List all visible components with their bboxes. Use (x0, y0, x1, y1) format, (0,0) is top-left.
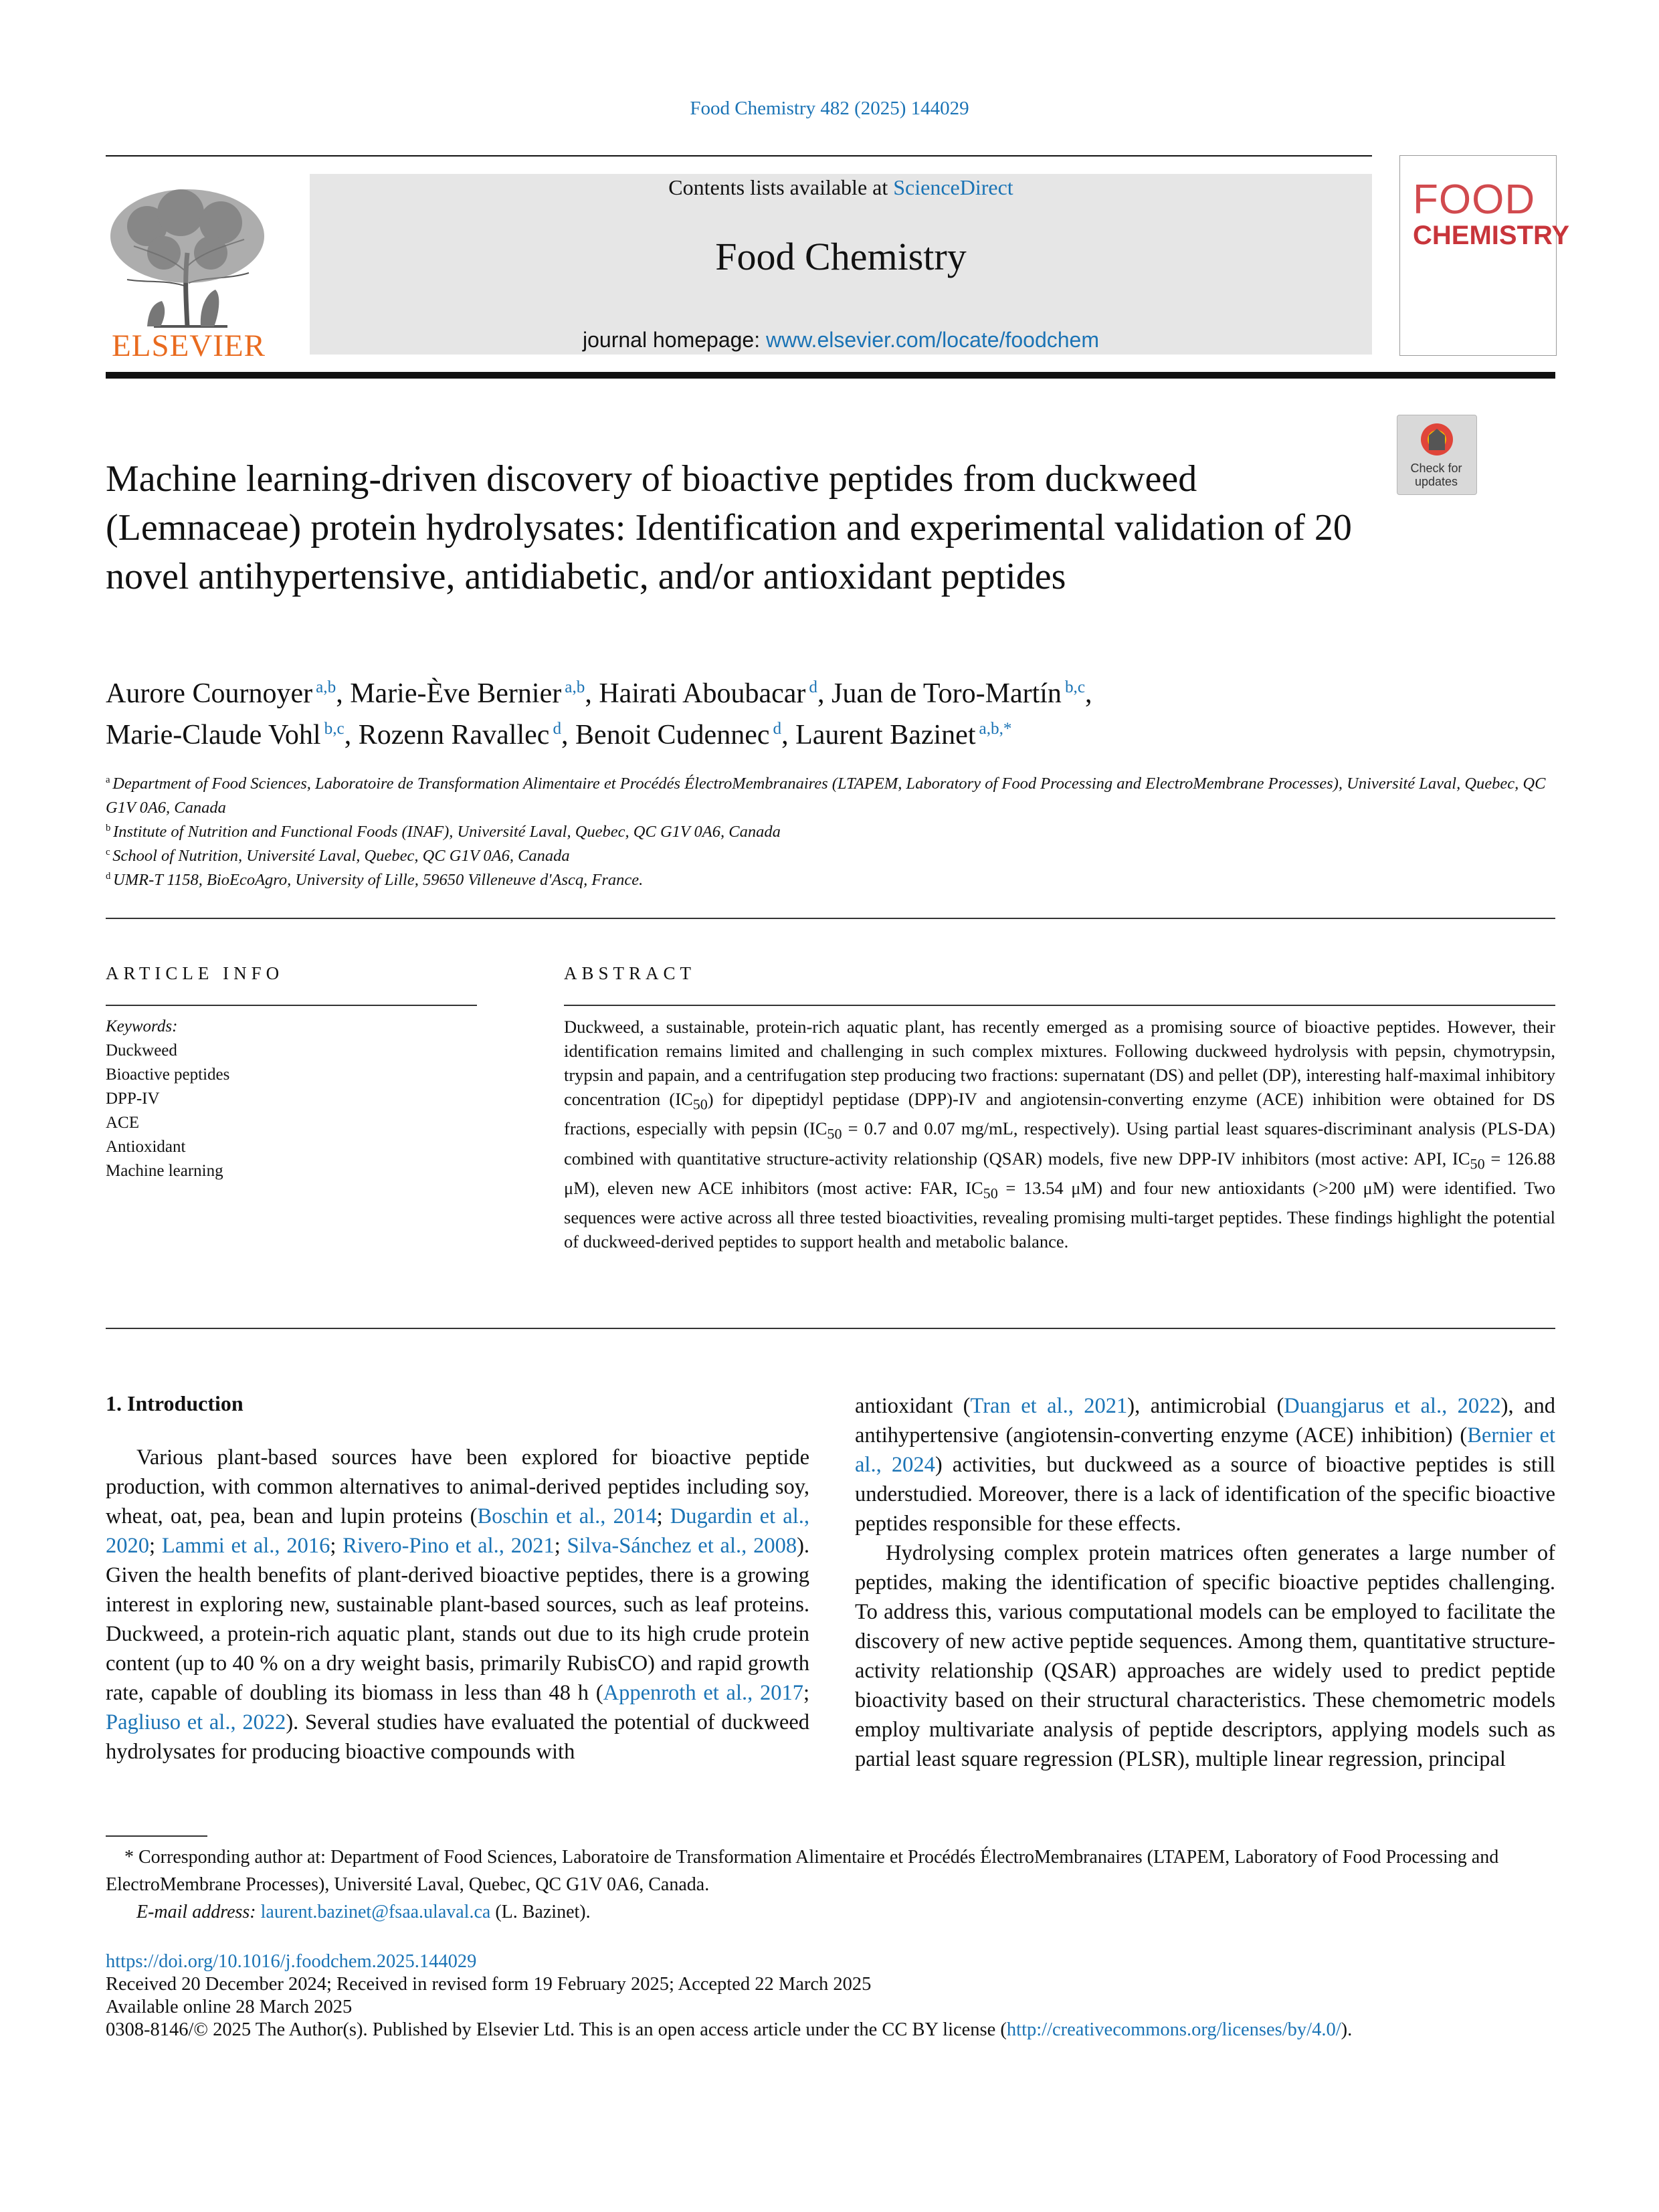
citation-link[interactable]: Tran et al., 2021 (970, 1394, 1128, 1418)
citation-link[interactable]: Lammi et al., 2016 (161, 1534, 330, 1558)
affiliation-text: Department of Food Sciences, Laboratoire de Transformation Alimentaire et Procédés ÉlectroMembranaires (LTAPEM, Laboratory of Food Processing and ElectroMembrane Processes), Université Laval, Quebec, QC G1V 0A6, Canada (106, 775, 1546, 817)
abstract-part: Duckweed, a sustainable, protein-rich aquatic plant, has recently emerged as a promising source of bioactive peptides. However, their identification remains limited and challenging in such complex mixtures. Following duckweed hydrolysis with pepsin, chymotrypsin, trypsin and papain, and a centrifugation step producing two fractions: supernatant (DS) and pellet (DP), interesting half-maximal inhibitory concentration (IC (564, 1017, 1555, 1109)
paragraph-text: antioxidant ( (855, 1394, 971, 1418)
affiliation-mark: d (106, 870, 114, 882)
paragraph-text: ). Given the health benefits of plant-derived bioactive peptides, there is a growing interest in exploring new, sustainable plant-based sources, such as leaf proteins. Duckweed, a protein-rich aquatic plant, stands out due to its high crude protein content (up to 40 % on a dry weight basis, primarily RubisCO) and rapid growth rate, capable of doubling its biomass in less than 48 h ( (106, 1534, 810, 1705)
paragraph-text: ), and antihypertensive (angiotensin-converting enzyme (ACE) inhibition) ( (855, 1394, 1556, 1447)
keyword-item: DPP-IV (106, 1090, 160, 1108)
subscript: 50 (692, 1096, 708, 1113)
publication-info (106, 1950, 1577, 2041)
keyword-item: ACE (106, 1114, 139, 1132)
author-name: Aurore Cournoyer (106, 678, 313, 709)
author-separator: , (817, 678, 832, 709)
keyword-item: Bioactive peptides (106, 1066, 230, 1084)
abstract-text (564, 1015, 1555, 1253)
top-divider (106, 155, 1372, 157)
abstract-divider (564, 1005, 1555, 1006)
paragraph-text: ; (656, 1504, 670, 1528)
affiliation-item (106, 820, 1564, 844)
author-name: Benoit Cudennec (575, 720, 770, 750)
paragraph-text: Various plant-based sources have been explored for bioactive peptide production, with common alternatives to animal-derived peptides including soy, wheat, oat, pea, bean and lupin proteins ( (106, 1445, 809, 1528)
journal-title: Food Chemistry (715, 235, 967, 278)
abstract-part: = 13.54 μM) and four new antioxidants (>200 μM) were identified. Two sequences were active across all three tested bioactivities, revealing promising multi-target peptides. These findings highlight the potential of duckweed-derived peptides to support health and metabolic balance. (564, 1177, 1555, 1252)
citation-link[interactable]: Appenroth et al., 2017 (603, 1681, 803, 1705)
intro-paragraph-1-cont (855, 1391, 1555, 1538)
author-separator: , (336, 678, 351, 709)
available-online: Available online 28 March 2025 (106, 1997, 353, 2017)
keyword-item: Antioxidant (106, 1138, 186, 1156)
elsevier-wordmark: ELSEVIER (112, 328, 266, 363)
license-prefix: 0308-8146/© 2025 The Author(s). Published by Elsevier Ltd. This is an open access article under the CC BY license ( (106, 2019, 1007, 2040)
email-label: E-mail address: (136, 1902, 261, 1922)
citation-link[interactable]: Duangjarus et al., 2022 (1284, 1394, 1501, 1418)
homepage-prefix: journal homepage: (583, 328, 766, 352)
citation-link[interactable]: Rivero-Pino et al., 2021 (343, 1534, 555, 1558)
author-separator: , (585, 678, 599, 709)
email-link[interactable]: laurent.bazinet@fsaa.ulaval.ca (260, 1902, 491, 1922)
author-affiliation-mark[interactable]: d (805, 678, 818, 696)
homepage-line (310, 328, 1372, 353)
contents-prefix: Contents lists available at (668, 175, 894, 199)
affiliation-text: UMR-T 1158, BioEcoAgro, University of Lille, 59650 Villeneuve d'Ascq, France. (113, 871, 644, 889)
paragraph-text: ; (803, 1681, 809, 1705)
corresponding-author-footnote (106, 1843, 1555, 1926)
paragraph-text: ) activities, but duckweed as a source of bioactive peptides is still understudied. Moreover, there is a lack of identification of the specific bioactive peptides responsible for these effects. (855, 1453, 1555, 1536)
keyword-item: Machine learning (106, 1162, 223, 1180)
introduction-heading: 1. Introduction (106, 1391, 243, 1415)
paragraph-text: ), antimicrobial ( (1127, 1394, 1284, 1418)
subscript: 50 (983, 1185, 998, 1202)
check-updates-icon (1397, 415, 1476, 462)
author-separator: , (344, 720, 359, 750)
author-affiliation-mark[interactable]: a,b (561, 678, 585, 696)
citation-link[interactable]: Silva-Sánchez et al., 2008 (567, 1534, 797, 1558)
license-link[interactable]: http://creativecommons.org/licenses/by/4.0/ (1006, 2019, 1341, 2040)
author-affiliation-mark[interactable]: d (549, 720, 562, 738)
abstract-part: ) for dipeptidyl peptidase (DPP)-IV and angiotensin-converting enzyme (ACE) inhibition were obtained for DS fractions, especially with pepsin (IC (564, 1089, 1555, 1139)
citation-link[interactable]: Pagliuso et al., 2022 (106, 1710, 286, 1734)
abstract-part: = 126.88 μM), eleven new ACE inhibitors (most active: FAR, IC (564, 1148, 1555, 1198)
author-separator: , (561, 720, 576, 750)
author-separator: , (1085, 678, 1092, 709)
author-affiliation-mark[interactable]: a,b,* (975, 720, 1012, 738)
affiliation-mark: c (106, 846, 113, 858)
abstract-heading: ABSTRACT (564, 963, 696, 983)
header-thick-divider (106, 372, 1555, 379)
doi-link[interactable]: https://doi.org/10.1016/j.foodchem.2025.144029 (106, 1951, 477, 1972)
affiliation-mark: a (106, 774, 113, 785)
author-name: Rozenn Ravallec (358, 720, 550, 750)
article-info-divider (106, 1005, 477, 1006)
license-suffix: ). (1341, 2019, 1353, 2040)
affiliation-item (106, 772, 1564, 820)
affiliation-item (106, 868, 1564, 892)
license-line (106, 2019, 1577, 2041)
abstract-part: = 0.7 and 0.07 mg/mL, respectively). Using partial least squares-discriminant analysis (PLS-DA) combined with quantitative structure-activity relationship (QSAR) models, five new DPP-IV inhibitors (most active: API, IC (564, 1118, 1555, 1169)
keywords-block (106, 1015, 480, 1183)
paragraph-text: ). Several studies have evaluated the potential of duckweed hydrolysates for producing bioactive compounds with (106, 1710, 809, 1764)
cover-food-text: FOOD (1413, 177, 1536, 223)
footnote-text: * Corresponding author at: Department of Food Sciences, Laboratoire de Transformation Alimentaire et Procédés ÉlectroMembranaires (LTAPEM, Laboratory of Food Processing and ElectroMembrane Processes), Université Laval, Quebec, QC G1V 0A6, Canada. (106, 1847, 1499, 1895)
subscript: 50 (827, 1125, 842, 1142)
article-info-heading: ARTICLE INFO (106, 963, 284, 983)
intro-paragraph-1 (106, 1443, 809, 1767)
journal-homepage-link[interactable]: www.elsevier.com/locate/foodchem (765, 328, 1099, 352)
author-name: Marie-Claude Vohl (106, 720, 321, 750)
cover-chemistry-text: CHEMISTRY (1413, 221, 1570, 250)
affiliation-text: Institute of Nutrition and Functional Foods (INAF), Université Laval, Quebec, QC G1V 0A6, Canada (113, 823, 781, 841)
author-affiliation-mark[interactable]: d (769, 720, 782, 738)
keywords-label: Keywords: (106, 1017, 178, 1035)
intro-right-column (855, 1391, 1555, 1774)
author-affiliation-mark[interactable]: b,c (320, 720, 345, 738)
footnote-divider (106, 1835, 207, 1837)
paragraph-text: ; (554, 1534, 567, 1558)
citation-link[interactable]: Bernier et al., 2024 (855, 1423, 1555, 1477)
affiliation-item (106, 844, 1564, 868)
author-name: Laurent Bazinet (795, 720, 976, 750)
received-dates: Received 20 December 2024; Received in revised form 19 February 2025; Accepted 22 March 2025 (106, 1974, 872, 1995)
affiliation-text: School of Nutrition, Université Laval, Quebec, QC G1V 0A6, Canada (112, 847, 570, 865)
citation-link[interactable]: Dugardin et al., 2020 (106, 1504, 809, 1558)
author-affiliation-mark[interactable]: b,c (1061, 678, 1086, 696)
keyword-item: Duckweed (106, 1041, 177, 1060)
author-affiliation-mark[interactable]: a,b (312, 678, 336, 696)
divider-3 (106, 1328, 1555, 1329)
author-name: Hairati Aboubacar (599, 678, 806, 709)
citation-link[interactable]: Boschin et al., 2014 (477, 1504, 657, 1528)
check-for-updates-label: Check for updates (1410, 462, 1462, 488)
author-name: Juan de Toro-Martín (832, 678, 1062, 709)
author-name: Marie-Ève Bernier (350, 678, 562, 709)
affiliation-list (106, 772, 1564, 892)
sciencedirect-link[interactable]: ScienceDirect (893, 175, 1013, 199)
email-suffix: (L. Bazinet). (490, 1902, 591, 1922)
email-line (106, 1898, 1555, 1926)
contents-line (310, 175, 1372, 200)
intro-left-column (106, 1443, 809, 1767)
subscript: 50 (1470, 1154, 1485, 1172)
author-separator: , (781, 720, 796, 750)
paragraph-text: ; (149, 1534, 162, 1558)
affiliation-mark: b (106, 822, 114, 833)
intro-paragraph-2: Hydrolysing complex protein matrices often generates a large number of peptides, making the identification of specific bioactive peptides challenging. To address this, various computational models can be employed to facilitate the discovery of new active peptide sequences. Among them, quantitative structure-activity relationship (QSAR) approaches are widely used to predict peptide bioactivity based on their structural characteristics. These chemometric models employ multivariate analysis of peptide descriptors, applying models such as partial least square regression (PLSR), multiple linear regression, principal (855, 1541, 1555, 1771)
journal-reference-link[interactable]: Food Chemistry 482 (2025) 144029 (690, 98, 969, 119)
divider-2 (106, 918, 1555, 919)
author-list (106, 673, 1510, 756)
article-title: Machine learning-driven discovery of bioactive peptides from duckweed (Lemnaceae) protein hydrolysates: Identification and experimental validation of 20 novel antihypertensive, antidiabetic, and/or antioxidant peptides (106, 458, 1352, 597)
paragraph-text: ; (330, 1534, 343, 1558)
